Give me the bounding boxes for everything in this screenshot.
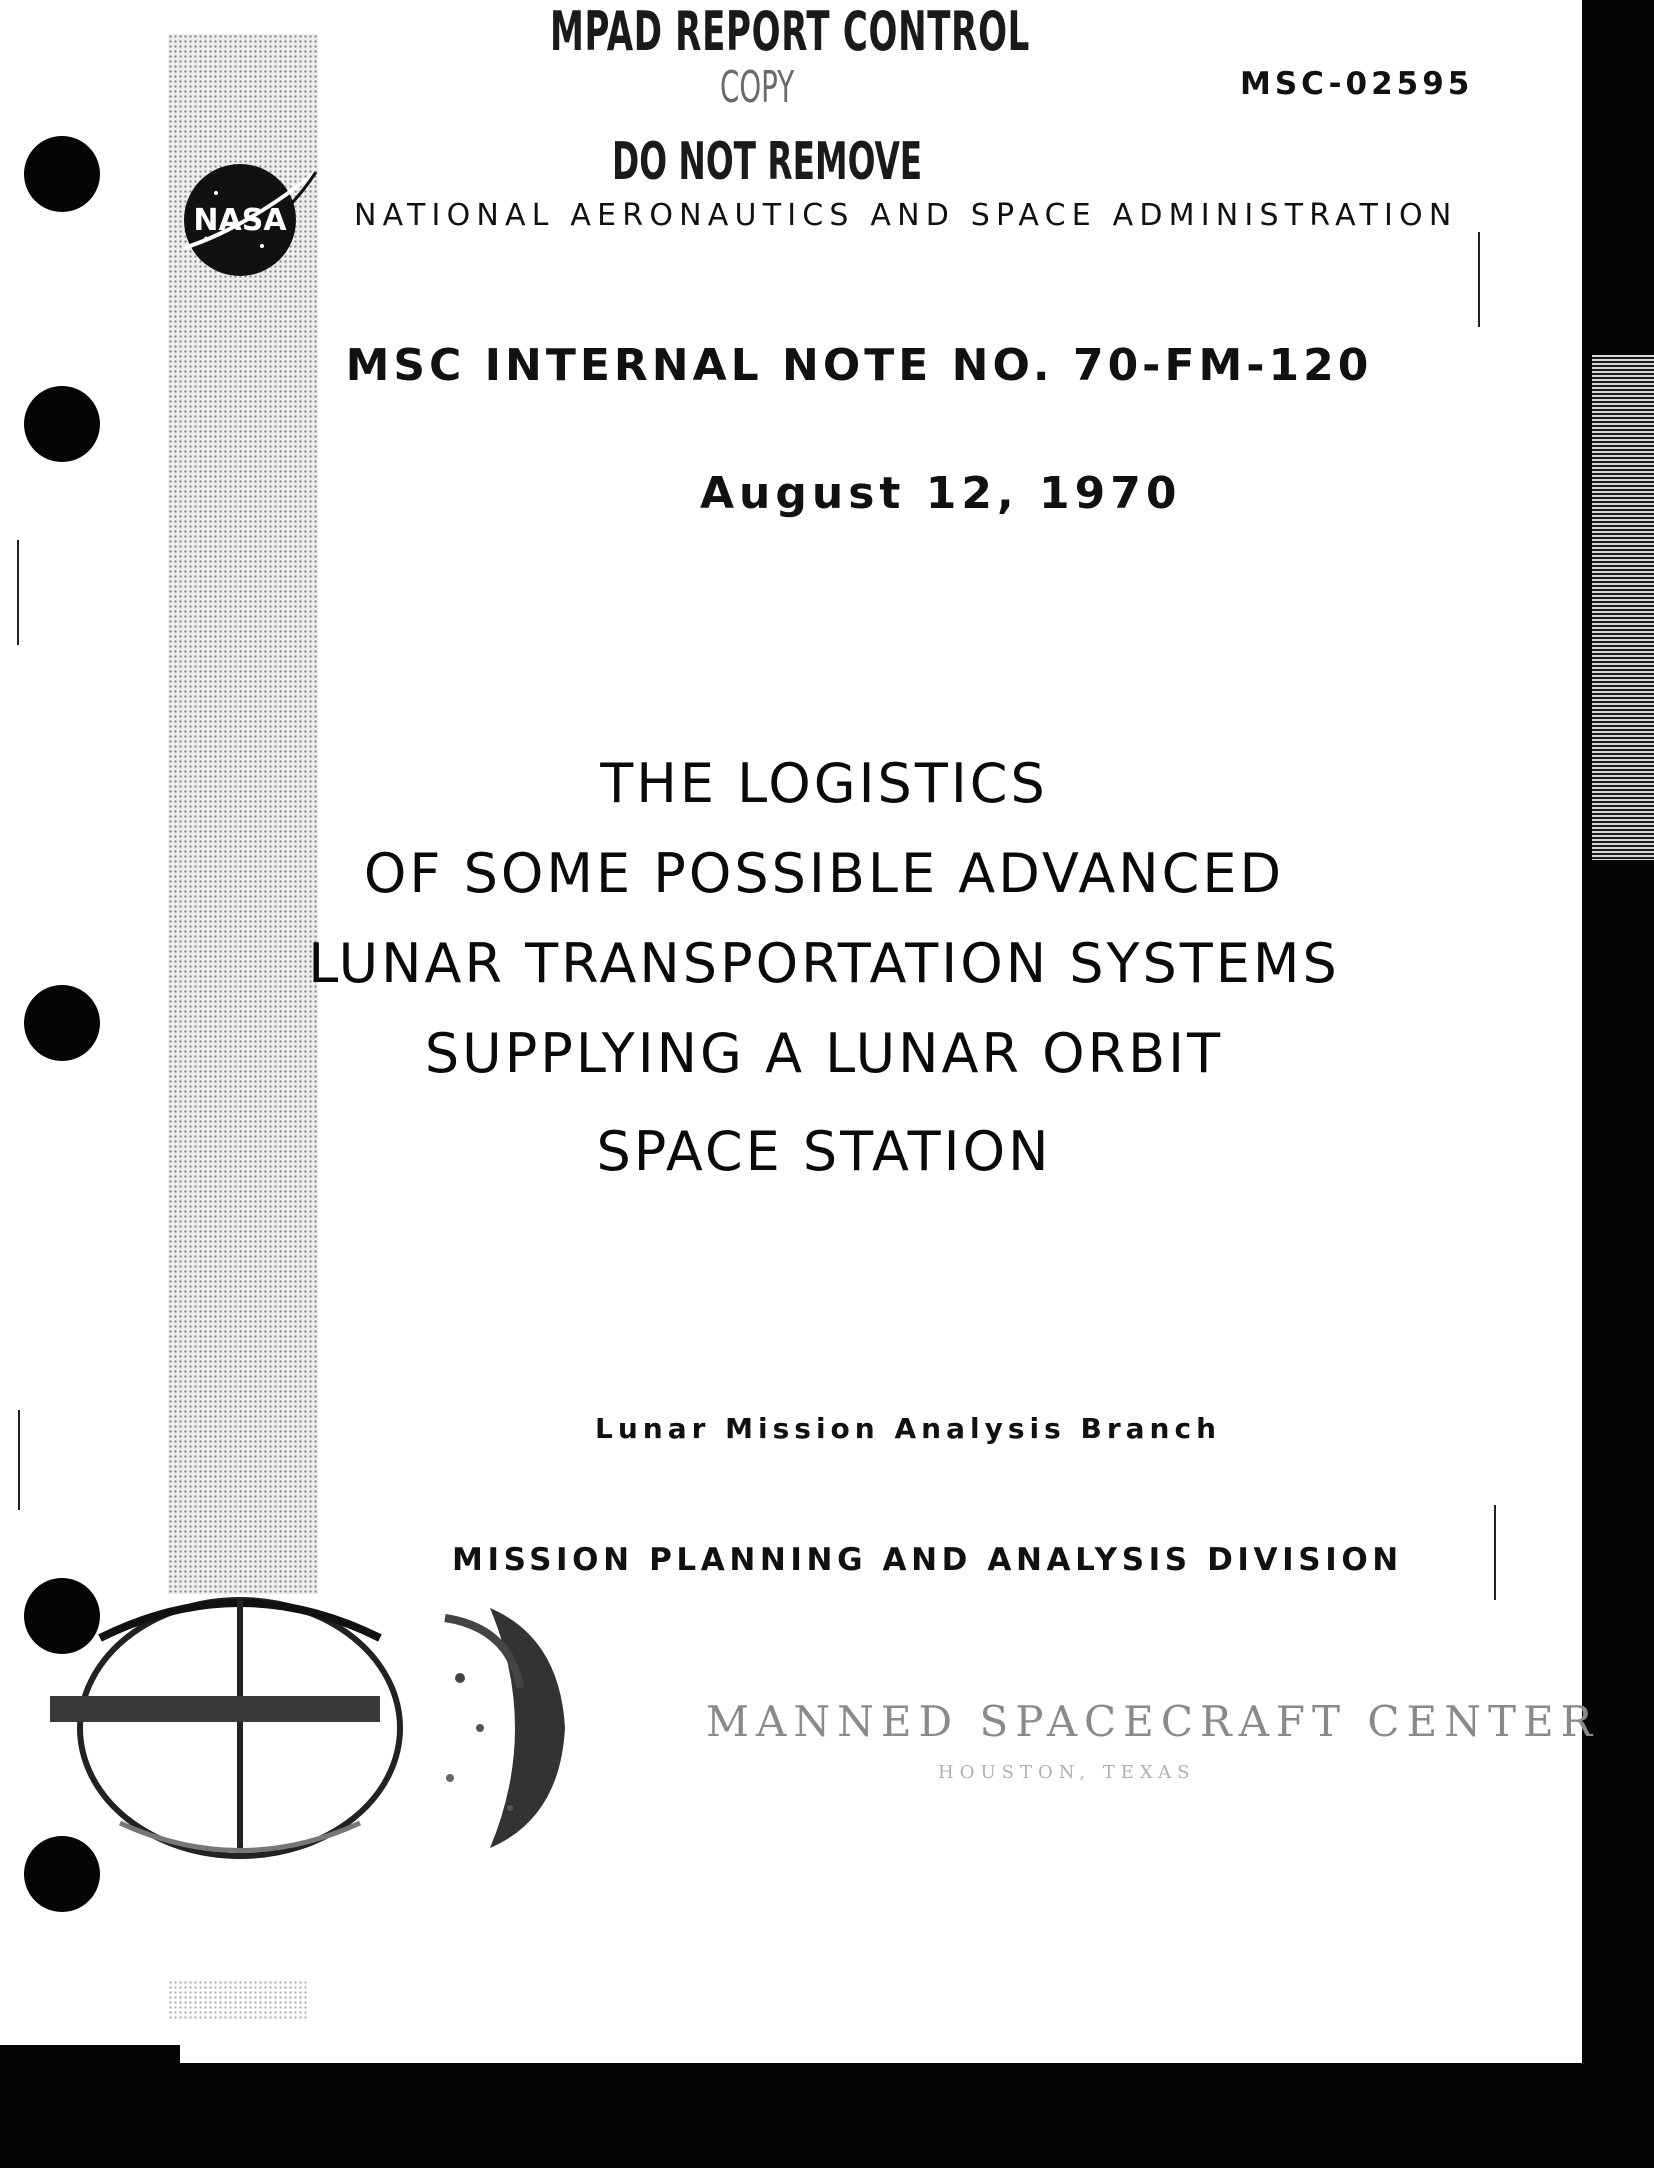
report-number: MSC-02595 xyxy=(1240,66,1474,102)
scan-mark xyxy=(18,1410,20,1510)
scan-mark xyxy=(17,540,19,645)
stamp-line-2: COPY xyxy=(720,62,795,113)
stamp-line-1: MPAD REPORT CONTROL xyxy=(550,0,1031,63)
title-line: OF SOME POSSIBLE ADVANCED xyxy=(363,842,1285,905)
internal-note-number: MSC INTERNAL NOTE NO. 70-FM-120 xyxy=(345,340,1373,391)
stamp-line-3: DO NOT REMOVE xyxy=(612,132,923,192)
title-line: LUNAR TRANSPORTATION SYSTEMS xyxy=(308,932,1340,995)
agency-name: NATIONAL AERONAUTICS AND SPACE ADMINISTRATION xyxy=(354,198,1458,233)
scan-bottom-lip xyxy=(0,2045,180,2065)
nasa-logo xyxy=(176,158,322,278)
nasa-logo-text: NASA xyxy=(193,203,287,238)
title-line: SPACE STATION xyxy=(596,1120,1052,1183)
title-line: SUPPLYING A LUNAR ORBIT xyxy=(424,1022,1224,1085)
scan-bottom-edge xyxy=(0,2063,1654,2168)
division-name: MISSION PLANNING AND ANALYSIS DIVISION xyxy=(452,1542,1403,1578)
report-date: August 12, 1970 xyxy=(700,468,1182,519)
scan-mark xyxy=(1478,232,1480,327)
msc-seal xyxy=(40,1578,660,1878)
center-location: HOUSTON, TEXAS xyxy=(938,1762,1196,1783)
center-name: MANNED SPACECRAFT CENTER xyxy=(706,1697,1600,1746)
branch-name: Lunar Mission Analysis Branch xyxy=(595,1412,1222,1445)
scan-mark xyxy=(1494,1505,1496,1600)
punch-hole xyxy=(24,136,100,212)
binding-dot-strip-lower xyxy=(168,1980,308,2020)
title-line: THE LOGISTICS xyxy=(600,752,1048,815)
punch-hole xyxy=(24,386,100,462)
